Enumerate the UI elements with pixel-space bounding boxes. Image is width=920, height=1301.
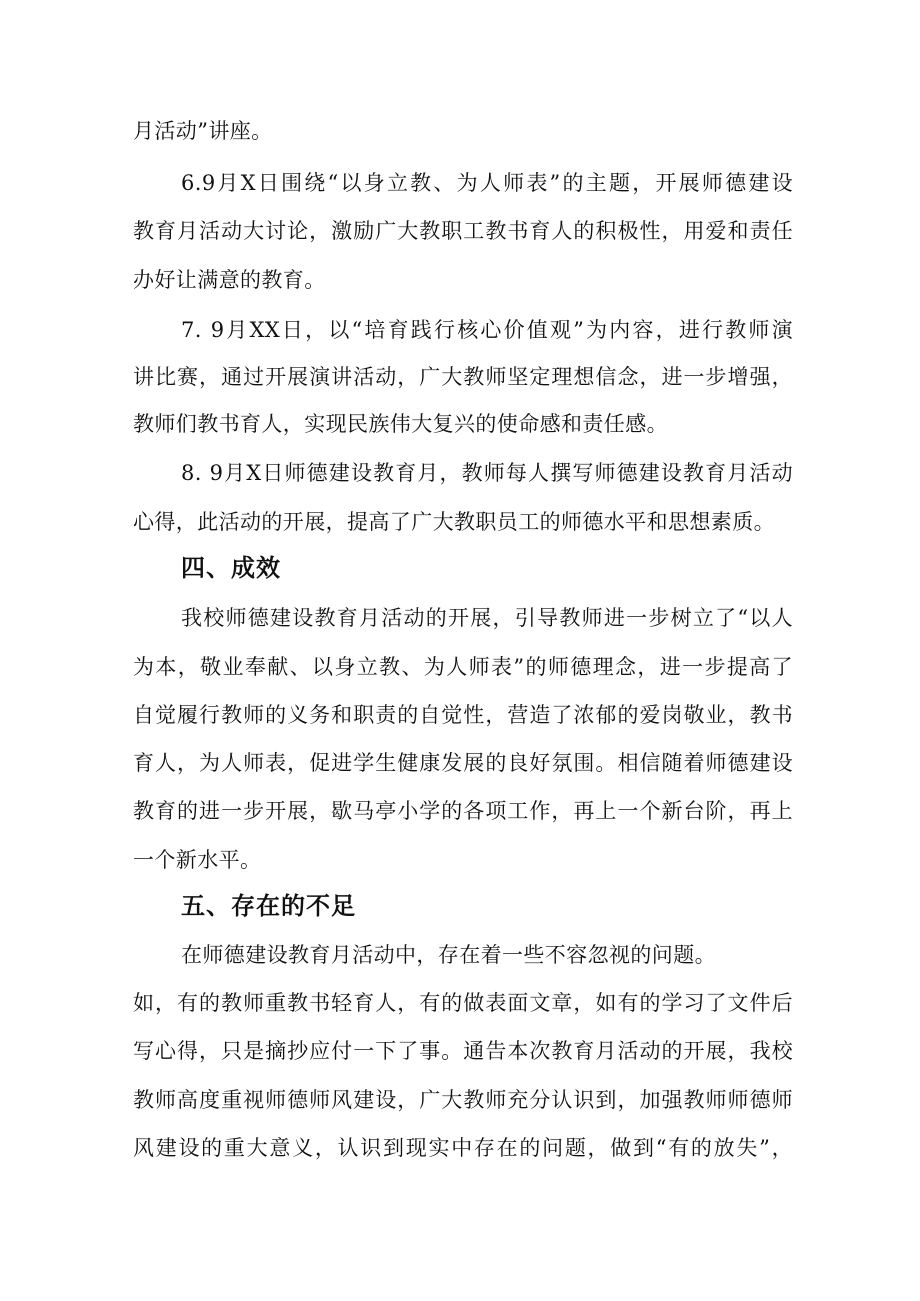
text-line: 8. 9月X日师德建设教育月，教师每人撰写师德建设教育月活动 [181, 461, 793, 485]
text-line: 月活动”讲座。 [133, 119, 273, 143]
text-line: 教师们教书育人，实现民族伟大复兴的使命感和责任感。 [133, 412, 668, 436]
text-line: 7. 9月XX日，以“培育践行核心价值观”为内容，进行教师演 [181, 318, 793, 342]
text-line: 如，有的教师重教书轻育人，有的做表面文章，如有的学习了文件后 [133, 991, 793, 1015]
text-line: 教育月活动大讨论，激励广大教职工教书育人的积极性，用爱和责任 [133, 219, 793, 243]
section-heading: 五、存在的不足 [181, 892, 356, 920]
text-line: 为本，敬业奉献、以身立教、为人师表”的师德理念，进一步提高了 [133, 655, 793, 679]
text-line: 一个新水平。 [133, 848, 262, 872]
text-line: 我校师德建设教育月活动的开展，引导教师进一步树立了“以人 [181, 606, 793, 630]
text-line: 写心得，只是摘抄应付一下了事。通告本次教育月活动的开展，我校 [133, 1039, 793, 1063]
text-line: 讲比赛，通过开展演讲活动，广大教师坚定理想信念，进一步增强， [133, 365, 793, 389]
text-line: 教育的进一步开展，歇马亭小学的各项工作，再上一个新台阶，再上 [133, 799, 793, 823]
text-line: 6.9月X日围绕“以身立教、为人师表”的主题，开展师德建设 [181, 171, 793, 195]
text-line: 风建设的重大意义，认识到现实中存在的问题，做到“有的放失”， [133, 1136, 793, 1160]
text-line: 自觉履行教师的义务和职责的自觉性，营造了浓郁的爱岗敬业，教书 [133, 703, 793, 727]
section-heading: 四、成效 [181, 554, 281, 582]
text-line: 办好让满意的教育。 [133, 268, 326, 292]
text-line: 在师德建设教育月活动中，存在着一些不容忽视的问题。 [181, 943, 716, 967]
text-line: 心得，此活动的开展，提高了广大教职员工的师德水平和思想素质。 [133, 510, 775, 534]
text-line: 育人，为人师表，促进学生健康发展的良好氛围。相信随着师德建设 [133, 751, 793, 775]
text-line: 教师高度重视师德师风建设，广大教师充分认识到，加强教师师德师 [133, 1088, 793, 1112]
